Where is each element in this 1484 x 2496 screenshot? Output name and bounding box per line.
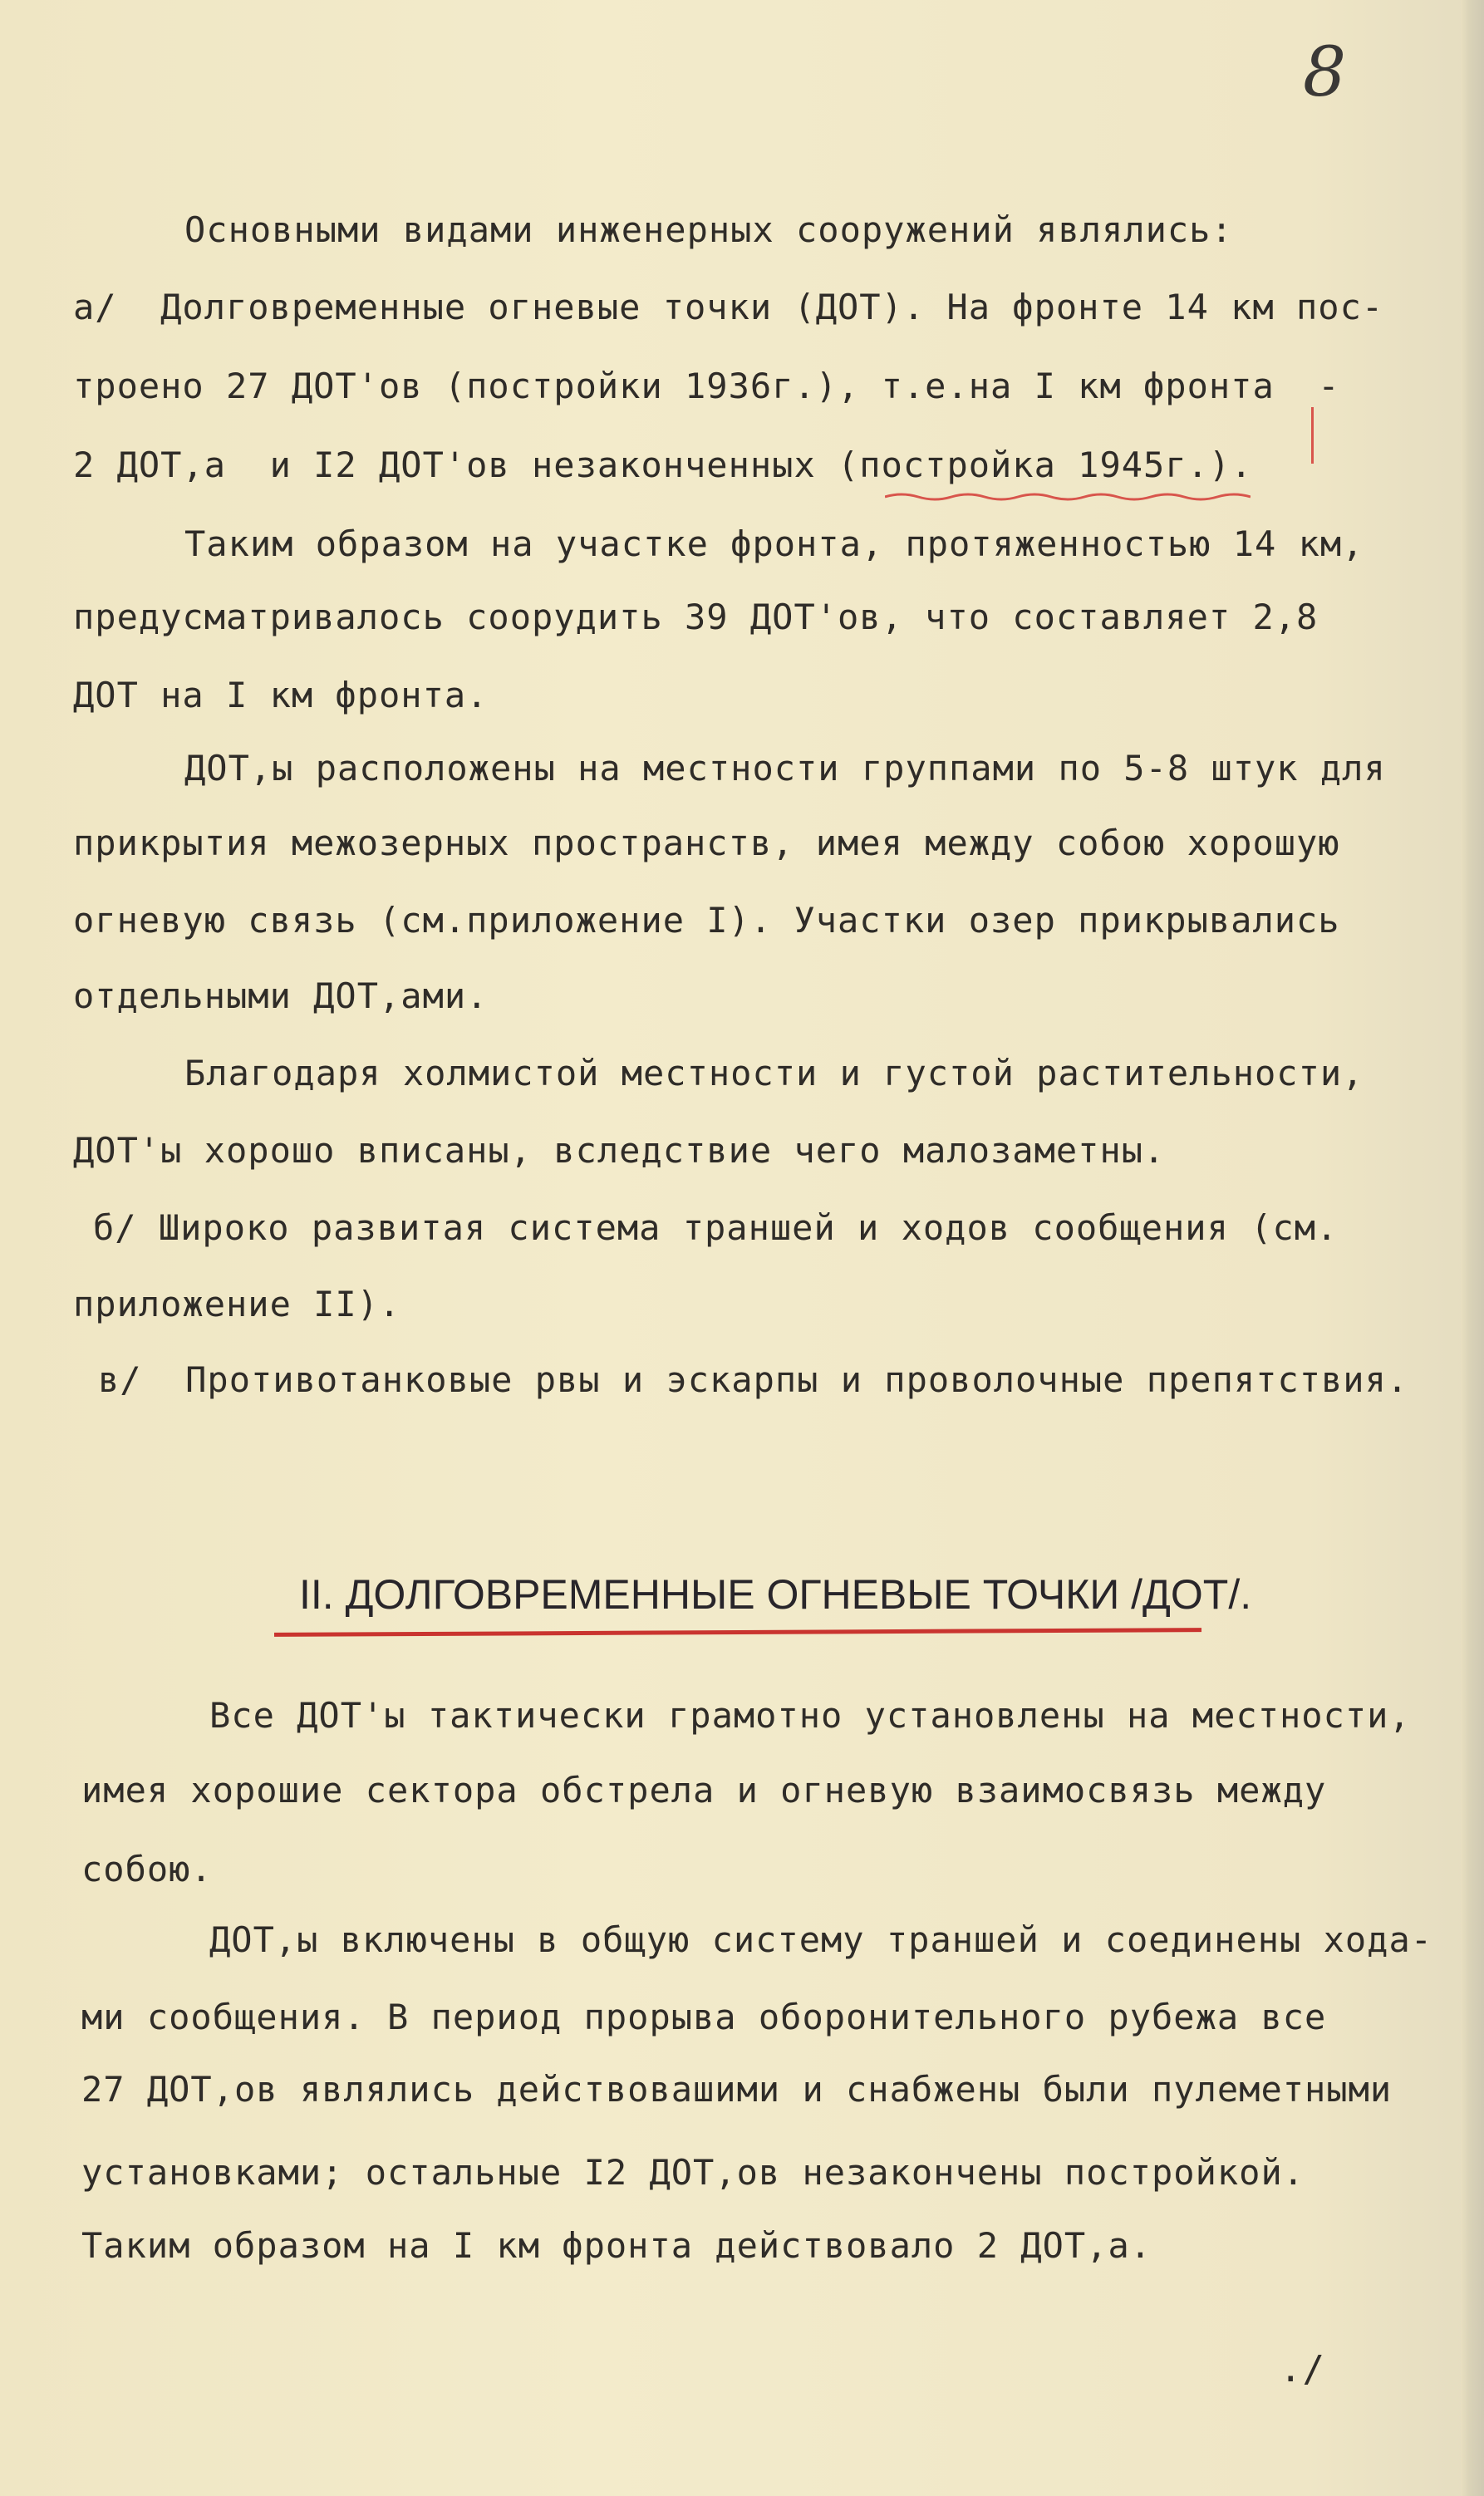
text-line: в/ Противотанковые рвы и эскарпы и проволочные препятствия.: [98, 1359, 1409, 1400]
text-line: предусматривалось соорудить 39 ДОТ'ов, что составляет 2,8: [73, 597, 1319, 637]
red-margin-mark: [1311, 407, 1314, 464]
text-line: б/ Широко развитая система траншей и ходов сообщения (см.: [93, 1207, 1339, 1248]
text-line: прикрытия межозерных пространств, имея между собою хорошую: [73, 823, 1340, 863]
section-heading: II. ДОЛГОВРЕМЕННЫЕ ОГНЕВЫЕ ТОЧКИ /ДОТ/.: [299, 1571, 1252, 1618]
text-line: троено 27 ДОТ'ов (постройки 1936г.), т.е.на I км фронта -: [73, 366, 1340, 406]
text-line: ДОТ на I км фронта.: [73, 675, 489, 715]
page-edge: [1461, 0, 1484, 2496]
text-line: Все ДОТ'ы тактически грамотно установлены на местности,: [209, 1695, 1411, 1736]
text-line: ДОТ'ы хорошо вписаны, вследствие чего малозаметны.: [73, 1130, 1166, 1171]
text-line: 2 ДОТ,а и I2 ДОТ'ов незаконченных (постройка 1945г.).: [73, 445, 1253, 485]
text-line: имея хорошие сектора обстрела и огневую взаимосвязь между: [81, 1770, 1327, 1811]
text-line: ми сообщения. В период прорыва оборонительного рубежа все: [81, 1997, 1327, 2037]
text-line: ДОТ,ы включены в общую систему траншей и соединены хода-: [209, 1919, 1433, 1960]
text-line: установками; остальные I2 ДОТ,ов незакончены постройкой.: [81, 2152, 1305, 2193]
continuation-mark: ./: [1280, 2348, 1325, 2390]
red-wavy-underline: [885, 492, 1251, 502]
text-line: Благодаря холмистой местности и густой растительности,: [184, 1053, 1364, 1093]
text-line: ДОТ,ы расположены на местности группами по 5-8 штук для: [184, 748, 1386, 789]
text-line: приложение II).: [73, 1284, 401, 1324]
page-number: 8: [1303, 33, 1347, 112]
text-line: а/ Долговременные огневые точки (ДОТ). На фронте 14 км пос-: [73, 287, 1384, 327]
text-line: 27 ДОТ,ов являлись действовашими и снабжены были пулеметными: [81, 2069, 1393, 2110]
text-line: Таким образом на I км фронта действовало 2 ДОТ,а.: [81, 2225, 1152, 2266]
text-line: Основными видами инженерных сооружений являлись:: [184, 209, 1233, 250]
text-line: отдельными ДОТ,ами.: [73, 975, 489, 1016]
text-line: Таким образом на участке фронта, протяженностью 14 км,: [184, 523, 1364, 564]
text-line: собою.: [81, 1849, 213, 1889]
text-line: огневую связь (см.приложение I). Участки озер прикрывались: [73, 900, 1340, 941]
red-heading-underline: [274, 1628, 1201, 1637]
